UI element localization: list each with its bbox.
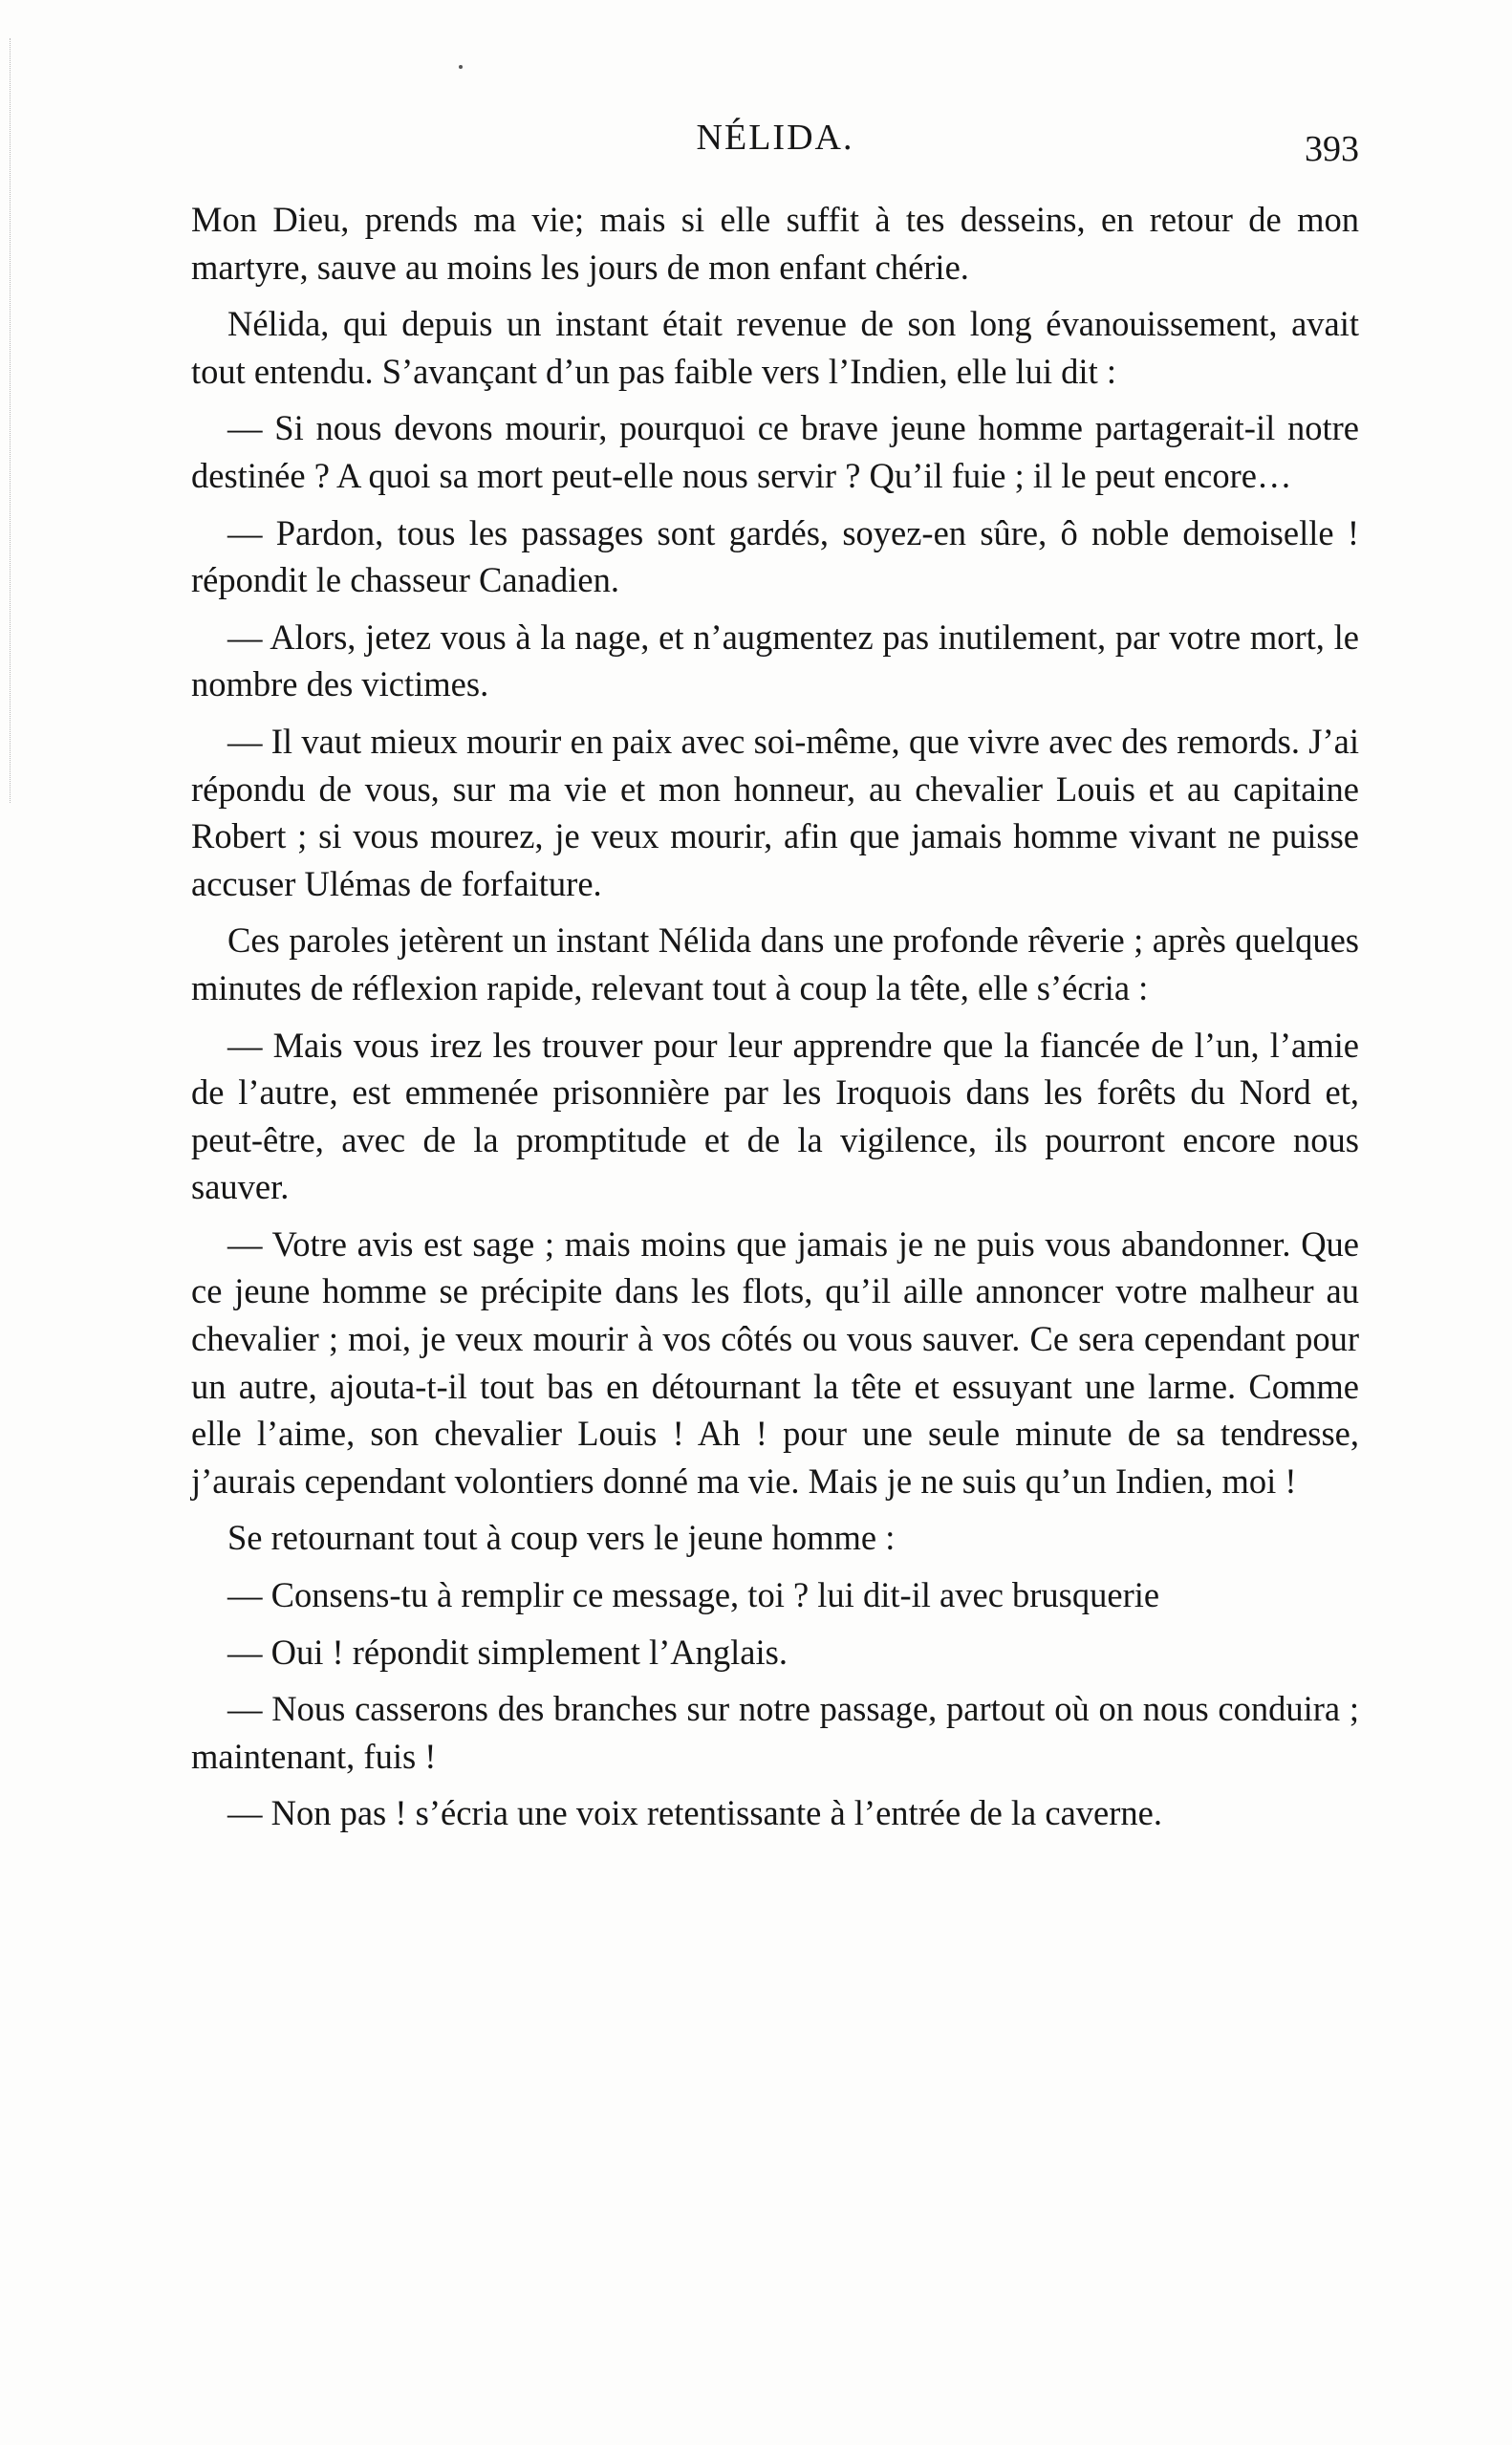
paragraph: — Mais vous irez les trouver pour leur apprendre que la fiancée de l’un, l’amie de l’autre, est emmenée prisonnière par les Iroquois dans les forêts du Nord et, peut-être, avec de la promptitude et de la vigilence, ils pourront encore nous sauver.: [191, 1025, 1359, 1207]
paragraph: — Pardon, tous les passages sont gardés, soyez-en sûre, ô noble demoiselle ! répondit le chasseur Canadien.: [191, 512, 1359, 600]
scan-speck: [459, 65, 463, 69]
paragraph: Se retournant tout à coup vers le jeune homme :: [227, 1518, 896, 1558]
paragraph: — Si nous devons mourir, pourquoi ce brave jeune homme partagerait-il notre destinée ? A quoi sa mort peut-elle nous servir ? Qu’il fuie ; il le peut encore…: [191, 408, 1359, 495]
page-number: 393: [1305, 129, 1359, 169]
page-header: [191, 117, 1359, 174]
paragraph: Ces paroles jetèrent un instant Nélida dans une profonde rêverie ; après quelques minutes de réflexion rapide, relevant tout à coup la tête, elle s’écria :: [191, 920, 1359, 1007]
paragraph: Mon Dieu, prends ma vie; mais si elle suffit à tes desseins, en retour de mon martyre, sauve au moins les jours de mon enfant chérie.: [191, 200, 1359, 287]
running-title: NÉLIDA.: [696, 118, 854, 158]
paragraph: Nélida, qui depuis un instant était revenue de son long évanouissement, avait tout entendu. S’avançant d’un pas faible vers l’Indien, elle lui dit :: [191, 304, 1359, 391]
paragraph: — Non pas ! s’écria une voix retentissante à l’entrée de la caverne.: [227, 1793, 1162, 1833]
paragraph: — Nous casserons des branches sur notre passage, partout où on nous conduira ; maintenant, fuis !: [191, 1689, 1359, 1776]
paragraph: — Oui ! répondit simplement l’Anglais.: [227, 1632, 788, 1672]
paragraph: — Consens-tu à remplir ce message, toi ? lui dit-il avec brusquerie: [227, 1575, 1160, 1615]
paragraph: — Votre avis est sage ; mais moins que jamais je ne puis vous abandonner. Que ce jeune homme se précipite dans les flots, qu’il aille annoncer votre malheur au chevalier ; moi, je veux mourir à vos côtés ou vous sauver. Ce sera cependant pour un autre, ajouta-t-il tout bas en détournant la tête et essuyant une larme. Comme elle l’aime, son chevalier Louis ! Ah ! pour une seule minute de sa tendresse, j’aurais cependant volontiers donné ma vie. Mais je ne suis qu’un Indien, moi !: [191, 1223, 1359, 1501]
margin-scan-marks: [10, 38, 16, 803]
paragraph: — Alors, jetez vous à la nage, et n’augmentez pas inutilement, par votre mort, le nombre des victimes.: [191, 617, 1359, 704]
paragraph: — Il vaut mieux mourir en paix avec soi-même, que vivre avec des remords. J’ai répondu de vous, sur ma vie et mon honneur, au chevalier Louis et au capitaine Robert ; si vous mourez, je veux mourir, afin que jamais homme vivant ne puisse accuser Ulémas de forfaiture.: [191, 721, 1359, 903]
body-text: [191, 196, 1359, 1847]
